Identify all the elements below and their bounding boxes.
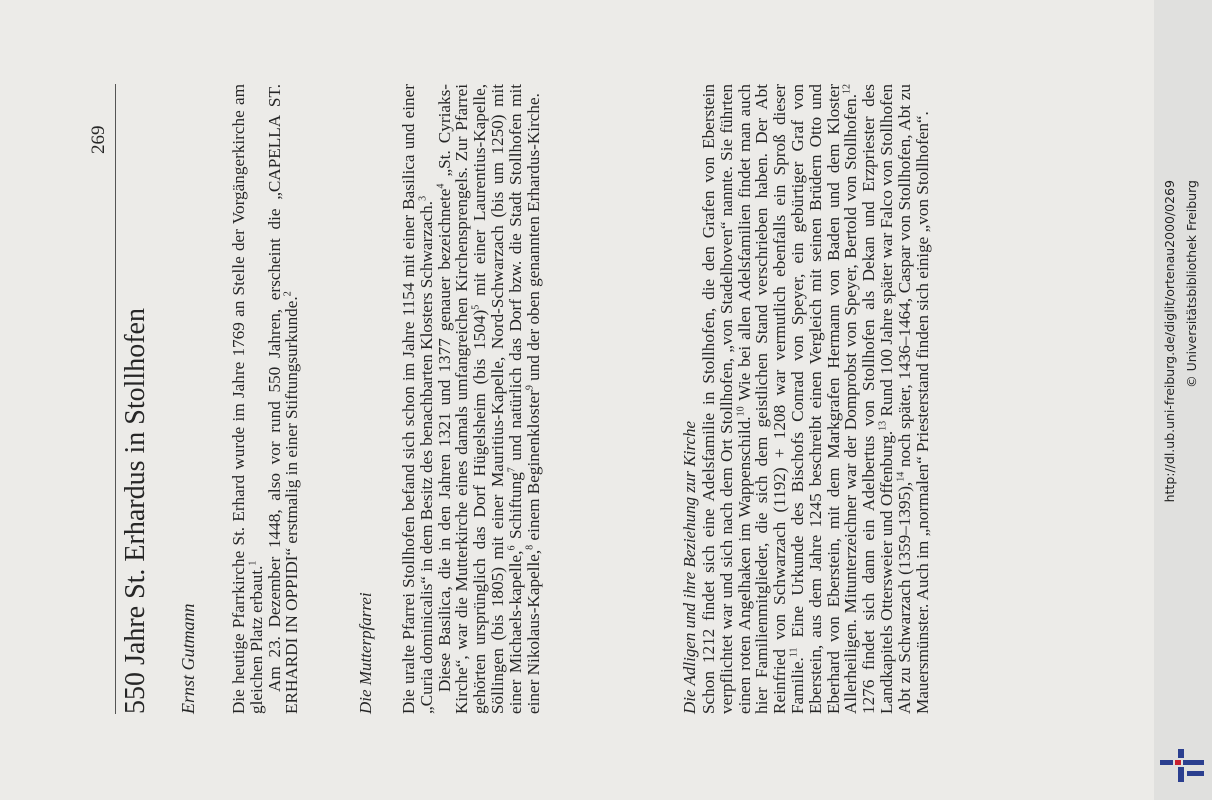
sidebar-text [1154, 0, 1212, 800]
library-logo-icon [1160, 742, 1204, 782]
article-title: 550 Jahre St. Erhardus in Stollhofen [120, 308, 151, 714]
intro-paragraph: Die heutige Pfarrkirche St. Erhard wurde im Jahre 1769 an Stelle der Vorgängerkirche am gleichen Platz erbaut.$^1$ Am 23. Dezember 1448, also vor rund 550 Jahren, erscheint die „CAPELLA ST. ERHARDI IN OPPIDI“ erstmalig in einer Stiftungsurkunde.$^2$ [229, 84, 302, 714]
library-sidebar [1154, 0, 1212, 800]
source-url-link[interactable]: http://dl.ub.uni-freiburg.de/diglit/ortenau2000/0269 [1162, 180, 1177, 503]
section-heading-adligen: Die Adligen und ihre Beziehung zur Kirche [680, 420, 699, 714]
section-paragraph-adligen: Schon 1212 findet sich eine Adelsfamilie in Stollhofen, die den Grafen von Eberstein verpflichtet war und sich nach dem Ort Stollhofen, „von Stadelhoven“ nannte. Sie führten einen roten Angelhaken im Wappenschild.$^{10}$ Wie bei allen Adelsfamilien findet man auch hier Familienmitglieder, die sich dem geistlichen Stand verschrieben haben. Der Abt Reinfried von Schwarzach (1192) + 1208 war vermutlich ebenfalls ein Sproß dieser Familie.$^{11}$ Eine Urkunde des Bischofs Conrad von Speyer, ein gebürtiger Graf von Eberstein, aus dem Jahre 1245 beschreibt einen Vergleich mit seinen Brüdern Otto und Eberhard von Eberstein, mit dem Markgrafen Hermann von Baden und dem Kloster Allerheiligen. Mitunterzeichner war der Domprobst von Speyer, Bertold von Stollhofen.$^{12}$ 1276 findet sich dann ein Adelbertus von Stollhofen als Dekan und Erzpriester des Landkapitels Ottersweier und Offenburg.$^{13}$ Rund 100 Jahre später war Falco von Stollhofen Abt zu Schwarzach (1359–1395),$^{14}$ noch später, 1436–1464, Caspar von Stollhofen, Abt zu Mauersmünster. Auch im „normalen“ Priesterstand finden sich einige „von Stollhofen“. [699, 83, 932, 714]
section-paragraph-mutterpfarrei: Die uralte Pfarrei Stollhofen befand sich schon im Jahre 1154 mit einer Basilica und einer „Curia dominicalis“ in dem Besitz des benachbarten Klosters Schwarzach.$^3$ Diese Basilica, die in den Jahren 1321 und 1377 genauer bezeichnete$^4$ „St. Cyriaks-Kirche“, war die Mutterkirche eines damals umfangreichen Kirchensprengels. Zur Pfarrei gehörten ursprünglich das Dorf Hügelsheim (bis 1504)$^5$ mit einer Laurentius-Kapelle, Söllingen (bis 1805) mit einer Mauritius-Kapelle, Nord-Schwarzach (bis um 1250) mit einer Michaels-kapelle,$^6$ Schiftung$^7$ und natürlich das Dorf bzw. die Stadt Stollhofen mit einer Nikolaus-Kapelle,$^8$ einem Beginenkloster$^9$ und der oben genannten Erhardus-Kirche. [399, 83, 543, 714]
section-heading-mutterpfarrei: Die Mutterpfarrei [356, 592, 375, 714]
page-number: 269 [88, 125, 109, 154]
copyright-notice: © Universitätsbibliothek Freiburg [1184, 180, 1199, 388]
author-name: Ernst Gutmann [178, 603, 198, 714]
header-rule [115, 84, 116, 714]
